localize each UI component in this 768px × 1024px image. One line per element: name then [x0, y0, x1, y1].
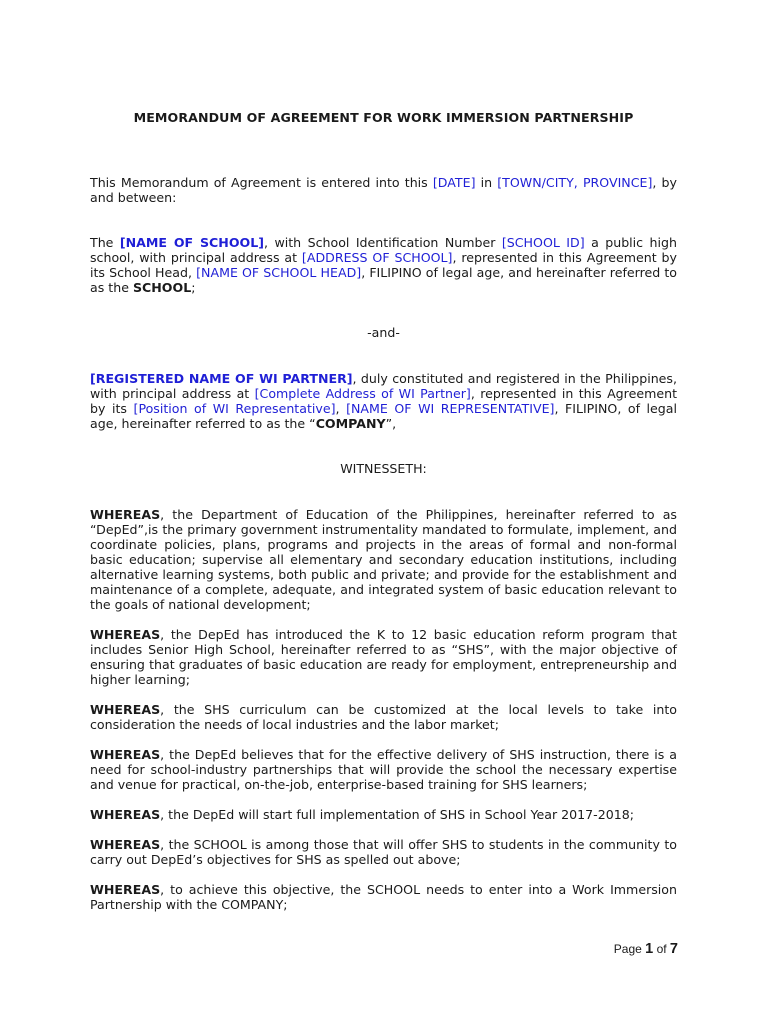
school-head-placeholder: [NAME OF SCHOOL HEAD]: [196, 265, 362, 280]
document-title: MEMORANDUM OF AGREEMENT FOR WORK IMMERSION PARTNERSHIP: [133, 110, 634, 125]
page-number-footer: Page 1 of 7: [613, 941, 678, 957]
current-page-number: 1: [645, 941, 654, 957]
total-pages-number: 7: [669, 941, 678, 957]
partner-paragraph: [REGISTERED NAME OF WI PARTNER], duly constituted and registered in the Philippines, with principal address at [Complete Address of WI Partner], represented in this Agreement by its [Position of WI Representative], [NAME OF WI REPRESENTATIVE], FILIPINO, of legal age, hereinafter referred to as the “COMPANY”,: [90, 371, 678, 431]
whereas-clause: WHEREAS, the DepEd will start full implementation of SHS in School Year 2017-2018;: [90, 807, 635, 822]
partner-name-placeholder: [REGISTERED NAME OF WI PARTNER]: [90, 371, 353, 386]
whereas-clause: WHEREAS, the SHS curriculum can be customized at the local levels to take into consideration the needs of local industries and the labor market;: [90, 702, 677, 732]
school-address-placeholder: [ADDRESS OF SCHOOL]: [301, 250, 453, 265]
whereas-clause: WHEREAS, to achieve this objective, the SCHOOL needs to enter into a Work Immersion Partnership with the COMPANY;: [90, 882, 677, 912]
school-id-placeholder: [SCHOOL ID]: [501, 235, 585, 250]
date-placeholder: [DATE]: [432, 175, 476, 190]
whereas-clause: WHEREAS, the SCHOOL is among those that will offer SHS to students in the community to carry out DepEd’s objectives for SHS as spelled out above;: [90, 837, 677, 867]
school-name-placeholder: [NAME OF SCHOOL]: [119, 235, 265, 250]
school-paragraph: The [NAME OF SCHOOL], with School Identification Number [SCHOOL ID] a public high school, with principal address at [ADDRESS OF SCHOOL], represented in this Agreement by its School Head, [NAME OF SCHOOL HEAD], FILIPINO of legal age, and hereinafter referred to as the SCHOOL;: [90, 235, 677, 295]
company-label: COMPANY: [315, 416, 386, 431]
partner-position-placeholder: [Position of WI Representative]: [133, 401, 336, 416]
intro-paragraph: This Memorandum of Agreement is entered into this [DATE] in [TOWN/CITY, PROVINCE], by and between:: [90, 175, 677, 205]
and-separator: -and-: [367, 325, 400, 340]
whereas-clause: WHEREAS, the DepEd has introduced the K to 12 basic education reform program that includes Senior High School, hereinafter referred to as “SHS”, with the major objective of ensuring that graduates of basic education are ready for employment, entrepreneurship and higher learning;: [90, 627, 677, 687]
witnesseth-heading: WITNESSETH:: [340, 461, 427, 476]
whereas-clause: WHEREAS, the DepEd believes that for the effective delivery of SHS instruction, there is a need for school-industry partnerships that will provide the school the necessary expertise and venue for practical, on-the-job, enterprise-based training for SHS learners;: [90, 747, 677, 792]
school-label: SCHOOL: [132, 280, 192, 295]
partner-rep-placeholder: [NAME OF WI REPRESENTATIVE]: [346, 401, 555, 416]
town-placeholder: [TOWN/CITY, PROVINCE]: [497, 175, 653, 190]
whereas-clause: WHEREAS, the Department of Education of the Philippines, hereinafter referred to as “DepEd”,is the primary government instrumentality mandated to formulate, implement, and coordinate policies, plans, programs and projects in the areas of formal and non-formal basic education; supervise all elementary and secondary education institutions, including alternative learning systems, both public and private; and provide for the establishment and maintenance of a complete, adequate, and integrated system of basic education relevant to the goals of national development;: [90, 507, 677, 612]
partner-address-placeholder: [Complete Address of WI Partner]: [254, 386, 471, 401]
